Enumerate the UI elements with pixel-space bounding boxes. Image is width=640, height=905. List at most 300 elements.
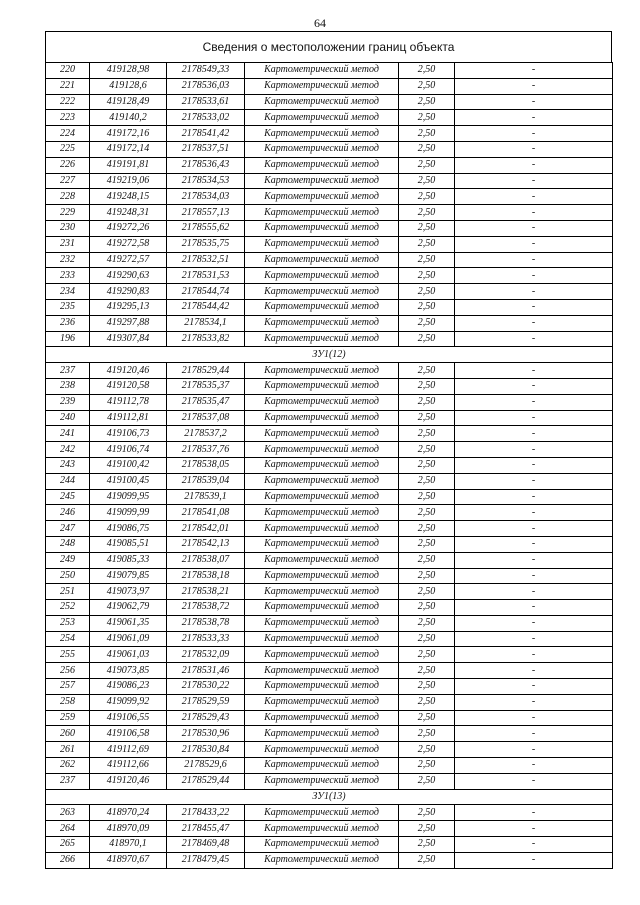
y-coordinate-cell: 2178557,13 — [167, 205, 245, 221]
y-coordinate-cell: 2178555,62 — [167, 220, 245, 236]
table-row — [46, 331, 613, 347]
table-row — [46, 78, 613, 94]
y-coordinate-cell: 2178536,03 — [167, 78, 245, 94]
table-row — [46, 442, 613, 458]
accuracy-cell: 2,50 — [399, 631, 455, 647]
y-coordinate-cell: 2178469,48 — [167, 837, 245, 853]
y-coordinate-cell: 2178533,61 — [167, 94, 245, 110]
accuracy-cell: 2,50 — [399, 457, 455, 473]
point-number-cell: 229 — [46, 205, 90, 221]
y-coordinate-cell: 2178538,07 — [167, 552, 245, 568]
table-row — [46, 773, 613, 789]
table-row — [46, 394, 613, 410]
method-cell: Картометрический метод — [245, 299, 399, 315]
x-coordinate-cell: 419295,13 — [90, 299, 167, 315]
point-number-cell: 266 — [46, 852, 90, 868]
description-cell: - — [455, 268, 613, 284]
accuracy-cell: 2,50 — [399, 268, 455, 284]
description-cell: - — [455, 299, 613, 315]
point-number-cell: 248 — [46, 536, 90, 552]
y-coordinate-cell: 2178479,45 — [167, 852, 245, 868]
accuracy-cell: 2,50 — [399, 837, 455, 853]
table-row — [46, 647, 613, 663]
method-cell: Картометрический метод — [245, 394, 399, 410]
x-coordinate-cell: 419099,95 — [90, 489, 167, 505]
point-number-cell: 254 — [46, 631, 90, 647]
point-number-cell: 265 — [46, 837, 90, 853]
description-cell: - — [455, 173, 613, 189]
method-cell: Картометрический метод — [245, 600, 399, 616]
method-cell: Картометрический метод — [245, 220, 399, 236]
accuracy-cell: 2,50 — [399, 647, 455, 663]
description-cell: - — [455, 615, 613, 631]
y-coordinate-cell: 2178538,18 — [167, 568, 245, 584]
accuracy-cell: 2,50 — [399, 331, 455, 347]
table-row — [46, 758, 613, 774]
y-coordinate-cell: 2178532,51 — [167, 252, 245, 268]
method-cell: Картометрический метод — [245, 268, 399, 284]
method-cell: Картометрический метод — [245, 773, 399, 789]
accuracy-cell: 2,50 — [399, 852, 455, 868]
x-coordinate-cell: 419172,14 — [90, 141, 167, 157]
table-row — [46, 552, 613, 568]
description-cell: - — [455, 742, 613, 758]
table-row — [46, 363, 613, 379]
y-coordinate-cell: 2178534,53 — [167, 173, 245, 189]
point-number-cell: 261 — [46, 742, 90, 758]
y-coordinate-cell: 2178539,04 — [167, 473, 245, 489]
description-cell: - — [455, 189, 613, 205]
x-coordinate-cell: 419106,58 — [90, 726, 167, 742]
description-cell: - — [455, 141, 613, 157]
x-coordinate-cell: 418970,09 — [90, 821, 167, 837]
point-number-cell: 239 — [46, 394, 90, 410]
point-number-cell: 251 — [46, 584, 90, 600]
y-coordinate-cell: 2178530,84 — [167, 742, 245, 758]
x-coordinate-cell: 419272,26 — [90, 220, 167, 236]
method-cell: Картометрический метод — [245, 315, 399, 331]
accuracy-cell: 2,50 — [399, 110, 455, 126]
y-coordinate-cell: 2178529,59 — [167, 694, 245, 710]
x-coordinate-cell: 419140,2 — [90, 110, 167, 126]
table-row — [46, 568, 613, 584]
y-coordinate-cell: 2178533,33 — [167, 631, 245, 647]
description-cell: - — [455, 837, 613, 853]
y-coordinate-cell: 2178536,43 — [167, 157, 245, 173]
point-number-cell: 237 — [46, 773, 90, 789]
table-row — [46, 600, 613, 616]
table-row — [46, 299, 613, 315]
y-coordinate-cell: 2178541,08 — [167, 505, 245, 521]
method-cell: Картометрический метод — [245, 442, 399, 458]
method-cell: Картометрический метод — [245, 173, 399, 189]
table-row — [46, 236, 613, 252]
method-cell: Картометрический метод — [245, 615, 399, 631]
description-cell: - — [455, 220, 613, 236]
accuracy-cell: 2,50 — [399, 536, 455, 552]
x-coordinate-cell: 419106,74 — [90, 442, 167, 458]
accuracy-cell: 2,50 — [399, 773, 455, 789]
accuracy-cell: 2,50 — [399, 141, 455, 157]
accuracy-cell: 2,50 — [399, 299, 455, 315]
description-cell: - — [455, 568, 613, 584]
method-cell: Картометрический метод — [245, 252, 399, 268]
y-coordinate-cell: 2178533,82 — [167, 331, 245, 347]
description-cell: - — [455, 252, 613, 268]
accuracy-cell: 2,50 — [399, 426, 455, 442]
table-row — [46, 315, 613, 331]
method-cell: Картометрический метод — [245, 758, 399, 774]
description-cell: - — [455, 378, 613, 394]
table-row — [46, 679, 613, 695]
description-cell: - — [455, 236, 613, 252]
table-row — [46, 631, 613, 647]
method-cell: Картометрический метод — [245, 536, 399, 552]
table-row — [46, 615, 613, 631]
x-coordinate-cell: 419128,6 — [90, 78, 167, 94]
y-coordinate-cell: 2178535,47 — [167, 394, 245, 410]
method-cell: Картометрический метод — [245, 378, 399, 394]
description-cell: - — [455, 647, 613, 663]
method-cell: Картометрический метод — [245, 457, 399, 473]
point-number-cell: 223 — [46, 110, 90, 126]
table-row — [46, 173, 613, 189]
table-row — [46, 584, 613, 600]
x-coordinate-cell: 419120,46 — [90, 363, 167, 379]
method-cell: Картометрический метод — [245, 679, 399, 695]
method-cell: Картометрический метод — [245, 473, 399, 489]
x-coordinate-cell: 419086,75 — [90, 521, 167, 537]
y-coordinate-cell: 2178537,08 — [167, 410, 245, 426]
description-cell: - — [455, 521, 613, 537]
accuracy-cell: 2,50 — [399, 473, 455, 489]
method-cell: Картометрический метод — [245, 647, 399, 663]
accuracy-cell: 2,50 — [399, 442, 455, 458]
table-row — [46, 710, 613, 726]
description-cell: - — [455, 78, 613, 94]
accuracy-cell: 2,50 — [399, 694, 455, 710]
table-row — [46, 742, 613, 758]
method-cell: Картометрический метод — [245, 236, 399, 252]
point-number-cell: 237 — [46, 363, 90, 379]
table-row — [46, 410, 613, 426]
method-cell: Картометрический метод — [245, 521, 399, 537]
accuracy-cell: 2,50 — [399, 78, 455, 94]
point-number-cell: 243 — [46, 457, 90, 473]
x-coordinate-cell: 419112,78 — [90, 394, 167, 410]
point-number-cell: 242 — [46, 442, 90, 458]
method-cell: Картометрический метод — [245, 110, 399, 126]
accuracy-cell: 2,50 — [399, 710, 455, 726]
x-coordinate-cell: 419073,97 — [90, 584, 167, 600]
description-cell: - — [455, 63, 613, 79]
accuracy-cell: 2,50 — [399, 252, 455, 268]
table-row — [46, 505, 613, 521]
x-coordinate-cell: 419128,98 — [90, 63, 167, 79]
description-cell: - — [455, 710, 613, 726]
x-coordinate-cell: 419112,81 — [90, 410, 167, 426]
accuracy-cell: 2,50 — [399, 758, 455, 774]
point-number-cell: 231 — [46, 236, 90, 252]
method-cell: Картометрический метод — [245, 331, 399, 347]
description-cell: - — [455, 773, 613, 789]
method-cell: Картометрический метод — [245, 426, 399, 442]
table-row — [46, 521, 613, 537]
x-coordinate-cell: 419061,35 — [90, 615, 167, 631]
table-row — [46, 457, 613, 473]
accuracy-cell: 2,50 — [399, 805, 455, 821]
method-cell: Картометрический метод — [245, 141, 399, 157]
y-coordinate-cell: 2178538,05 — [167, 457, 245, 473]
point-number-cell: 262 — [46, 758, 90, 774]
description-cell: - — [455, 584, 613, 600]
accuracy-cell: 2,50 — [399, 505, 455, 521]
table-row — [46, 726, 613, 742]
point-number-cell: 241 — [46, 426, 90, 442]
y-coordinate-cell: 2178533,02 — [167, 110, 245, 126]
method-cell: Картометрический метод — [245, 157, 399, 173]
accuracy-cell: 2,50 — [399, 663, 455, 679]
y-coordinate-cell: 2178532,09 — [167, 647, 245, 663]
x-coordinate-cell: 419297,88 — [90, 315, 167, 331]
accuracy-cell: 2,50 — [399, 742, 455, 758]
section-label: ЗУ1(13) — [46, 789, 613, 805]
accuracy-cell: 2,50 — [399, 821, 455, 837]
y-coordinate-cell: 2178531,46 — [167, 663, 245, 679]
accuracy-cell: 2,50 — [399, 157, 455, 173]
description-cell: - — [455, 552, 613, 568]
method-cell: Картометрический метод — [245, 505, 399, 521]
method-cell: Картометрический метод — [245, 552, 399, 568]
point-number-cell: 257 — [46, 679, 90, 695]
point-number-cell: 247 — [46, 521, 90, 537]
page-number: 64 — [314, 16, 326, 30]
description-cell: - — [455, 852, 613, 868]
method-cell: Картометрический метод — [245, 821, 399, 837]
description-cell: - — [455, 126, 613, 142]
method-cell: Картометрический метод — [245, 63, 399, 79]
method-cell: Картометрический метод — [245, 205, 399, 221]
point-number-cell: 263 — [46, 805, 90, 821]
table-row — [46, 663, 613, 679]
y-coordinate-cell: 2178531,53 — [167, 268, 245, 284]
point-number-cell: 238 — [46, 378, 90, 394]
point-number-cell: 233 — [46, 268, 90, 284]
description-cell: - — [455, 394, 613, 410]
y-coordinate-cell: 2178541,42 — [167, 126, 245, 142]
table-row — [46, 110, 613, 126]
y-coordinate-cell: 2178537,51 — [167, 141, 245, 157]
accuracy-cell: 2,50 — [399, 410, 455, 426]
description-cell: - — [455, 315, 613, 331]
x-coordinate-cell: 419106,55 — [90, 710, 167, 726]
method-cell: Картометрический метод — [245, 694, 399, 710]
description-cell: - — [455, 94, 613, 110]
x-coordinate-cell: 419061,03 — [90, 647, 167, 663]
method-cell: Картометрический метод — [245, 726, 399, 742]
method-cell: Картометрический метод — [245, 631, 399, 647]
method-cell: Картометрический метод — [245, 410, 399, 426]
accuracy-cell: 2,50 — [399, 600, 455, 616]
y-coordinate-cell: 2178455,47 — [167, 821, 245, 837]
point-number-cell: 230 — [46, 220, 90, 236]
y-coordinate-cell: 2178544,74 — [167, 284, 245, 300]
point-number-cell: 249 — [46, 552, 90, 568]
x-coordinate-cell: 418970,1 — [90, 837, 167, 853]
method-cell: Картометрический метод — [245, 78, 399, 94]
x-coordinate-cell: 419085,33 — [90, 552, 167, 568]
table-row — [46, 805, 613, 821]
x-coordinate-cell: 419248,15 — [90, 189, 167, 205]
accuracy-cell: 2,50 — [399, 679, 455, 695]
description-cell: - — [455, 457, 613, 473]
point-number-cell: 246 — [46, 505, 90, 521]
description-cell: - — [455, 426, 613, 442]
y-coordinate-cell: 2178544,42 — [167, 299, 245, 315]
method-cell: Картометрический метод — [245, 837, 399, 853]
x-coordinate-cell: 419062,79 — [90, 600, 167, 616]
method-cell: Картометрический метод — [245, 363, 399, 379]
accuracy-cell: 2,50 — [399, 315, 455, 331]
description-cell: - — [455, 442, 613, 458]
table-row — [46, 268, 613, 284]
x-coordinate-cell: 419100,45 — [90, 473, 167, 489]
description-cell: - — [455, 631, 613, 647]
point-number-cell: 236 — [46, 315, 90, 331]
section-label: ЗУ1(12) — [46, 347, 613, 363]
description-cell: - — [455, 758, 613, 774]
description-cell: - — [455, 363, 613, 379]
point-number-cell: 255 — [46, 647, 90, 663]
y-coordinate-cell: 2178539,1 — [167, 489, 245, 505]
x-coordinate-cell: 419191,81 — [90, 157, 167, 173]
description-cell: - — [455, 157, 613, 173]
point-number-cell: 250 — [46, 568, 90, 584]
x-coordinate-cell: 419079,85 — [90, 568, 167, 584]
description-cell: - — [455, 473, 613, 489]
y-coordinate-cell: 2178542,01 — [167, 521, 245, 537]
y-coordinate-cell: 2178433,22 — [167, 805, 245, 821]
y-coordinate-cell: 2178549,33 — [167, 63, 245, 79]
accuracy-cell: 2,50 — [399, 63, 455, 79]
table-row — [46, 94, 613, 110]
method-cell: Картометрический метод — [245, 94, 399, 110]
table-row — [46, 378, 613, 394]
x-coordinate-cell: 419120,58 — [90, 378, 167, 394]
accuracy-cell: 2,50 — [399, 584, 455, 600]
point-number-cell: 235 — [46, 299, 90, 315]
table-row — [46, 126, 613, 142]
point-number-cell: 220 — [46, 63, 90, 79]
point-number-cell: 259 — [46, 710, 90, 726]
table-row — [46, 837, 613, 853]
x-coordinate-cell: 418970,67 — [90, 852, 167, 868]
point-number-cell: 221 — [46, 78, 90, 94]
point-number-cell: 227 — [46, 173, 90, 189]
y-coordinate-cell: 2178534,1 — [167, 315, 245, 331]
point-number-cell: 252 — [46, 600, 90, 616]
y-coordinate-cell: 2178529,6 — [167, 758, 245, 774]
point-number-cell: 228 — [46, 189, 90, 205]
accuracy-cell: 2,50 — [399, 363, 455, 379]
point-number-cell: 260 — [46, 726, 90, 742]
y-coordinate-cell: 2178538,21 — [167, 584, 245, 600]
table-row — [46, 189, 613, 205]
x-coordinate-cell: 419100,42 — [90, 457, 167, 473]
accuracy-cell: 2,50 — [399, 173, 455, 189]
accuracy-cell: 2,50 — [399, 284, 455, 300]
method-cell: Картометрический метод — [245, 489, 399, 505]
accuracy-cell: 2,50 — [399, 94, 455, 110]
description-cell: - — [455, 410, 613, 426]
description-cell: - — [455, 663, 613, 679]
table-row — [46, 489, 613, 505]
x-coordinate-cell: 419086,23 — [90, 679, 167, 695]
accuracy-cell: 2,50 — [399, 521, 455, 537]
table-row — [46, 220, 613, 236]
method-cell: Картометрический метод — [245, 284, 399, 300]
accuracy-cell: 2,50 — [399, 126, 455, 142]
table-row — [46, 157, 613, 173]
table-row — [46, 205, 613, 221]
accuracy-cell: 2,50 — [399, 615, 455, 631]
description-cell: - — [455, 694, 613, 710]
x-coordinate-cell: 419128,49 — [90, 94, 167, 110]
description-cell: - — [455, 536, 613, 552]
y-coordinate-cell: 2178538,72 — [167, 600, 245, 616]
accuracy-cell: 2,50 — [399, 568, 455, 584]
method-cell: Картометрический метод — [245, 568, 399, 584]
y-coordinate-cell: 2178538,78 — [167, 615, 245, 631]
point-number-cell: 224 — [46, 126, 90, 142]
x-coordinate-cell: 419099,99 — [90, 505, 167, 521]
point-number-cell: 253 — [46, 615, 90, 631]
accuracy-cell: 2,50 — [399, 394, 455, 410]
accuracy-cell: 2,50 — [399, 205, 455, 221]
x-coordinate-cell: 419272,58 — [90, 236, 167, 252]
table-row — [46, 536, 613, 552]
x-coordinate-cell: 419099,92 — [90, 694, 167, 710]
y-coordinate-cell: 2178529,43 — [167, 710, 245, 726]
coordinates-table — [45, 62, 613, 869]
table-row — [46, 694, 613, 710]
x-coordinate-cell: 419290,63 — [90, 268, 167, 284]
table-row — [46, 426, 613, 442]
method-cell: Картометрический метод — [245, 584, 399, 600]
section-header-row — [46, 789, 613, 805]
y-coordinate-cell: 2178535,75 — [167, 236, 245, 252]
description-cell: - — [455, 821, 613, 837]
point-number-cell: 264 — [46, 821, 90, 837]
point-number-cell: 256 — [46, 663, 90, 679]
point-number-cell: 258 — [46, 694, 90, 710]
point-number-cell: 222 — [46, 94, 90, 110]
point-number-cell: 245 — [46, 489, 90, 505]
y-coordinate-cell: 2178534,03 — [167, 189, 245, 205]
x-coordinate-cell: 419106,73 — [90, 426, 167, 442]
description-cell: - — [455, 331, 613, 347]
y-coordinate-cell: 2178529,44 — [167, 773, 245, 789]
description-cell: - — [455, 505, 613, 521]
point-number-cell: 196 — [46, 331, 90, 347]
x-coordinate-cell: 419112,66 — [90, 758, 167, 774]
y-coordinate-cell: 2178542,13 — [167, 536, 245, 552]
accuracy-cell: 2,50 — [399, 189, 455, 205]
y-coordinate-cell: 2178537,2 — [167, 426, 245, 442]
boundary-table-sheet — [45, 31, 612, 869]
y-coordinate-cell: 2178537,76 — [167, 442, 245, 458]
point-number-cell: 240 — [46, 410, 90, 426]
